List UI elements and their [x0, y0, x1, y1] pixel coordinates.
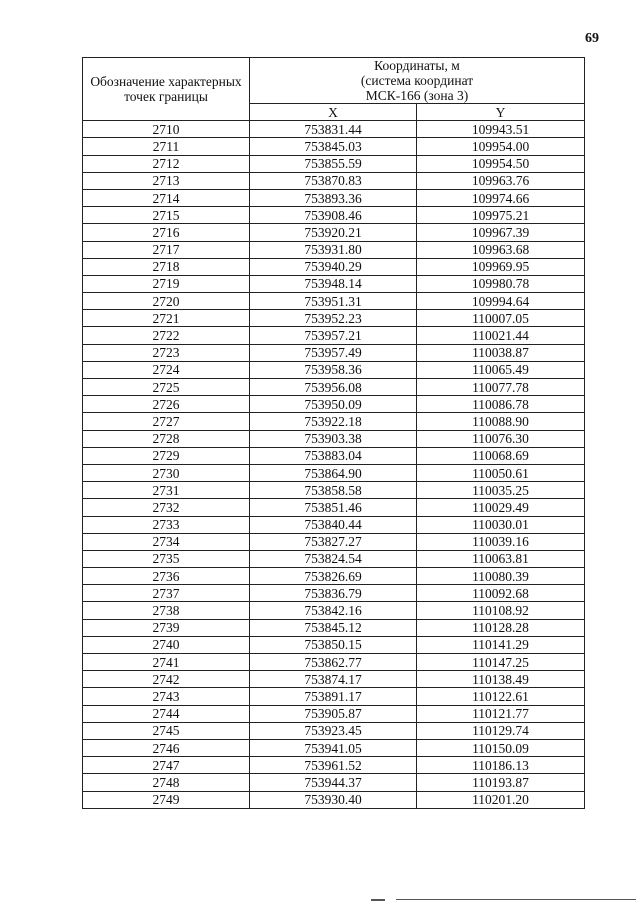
table-row	[83, 705, 585, 722]
y-cell: 110141.29	[417, 636, 585, 653]
point-cell: 2722	[83, 327, 250, 344]
y-cell: 109954.50	[417, 155, 585, 172]
point-cell: 2711	[83, 138, 250, 155]
y-cell: 109963.76	[417, 172, 585, 189]
x-cell: 753831.44	[250, 121, 417, 138]
page-number: 69	[585, 31, 599, 46]
point-cell: 2742	[83, 671, 250, 688]
y-cell: 110129.74	[417, 722, 585, 739]
scan-mark	[371, 899, 385, 901]
point-cell: 2712	[83, 155, 250, 172]
table-row	[83, 636, 585, 653]
x-cell: 753864.90	[250, 464, 417, 481]
x-cell: 753908.46	[250, 207, 417, 224]
point-cell: 2748	[83, 774, 250, 791]
table-row	[83, 654, 585, 671]
point-cell: 2718	[83, 258, 250, 275]
x-cell: 753836.79	[250, 585, 417, 602]
table-row	[83, 464, 585, 481]
x-cell: 753922.18	[250, 413, 417, 430]
x-cell: 753891.17	[250, 688, 417, 705]
y-cell: 110039.16	[417, 533, 585, 550]
table-row	[83, 207, 585, 224]
table-row	[83, 739, 585, 756]
point-cell: 2729	[83, 447, 250, 464]
header-coordinates-line3: МСК-166 (зона 3)	[365, 88, 469, 103]
y-cell: 109975.21	[417, 207, 585, 224]
table-row	[83, 224, 585, 241]
coordinates-table	[82, 57, 585, 809]
point-cell: 2740	[83, 636, 250, 653]
y-cell: 110122.61	[417, 688, 585, 705]
table-row	[83, 516, 585, 533]
table-row	[83, 379, 585, 396]
x-cell: 753845.03	[250, 138, 417, 155]
header-point-designation: Обозначение характерных точек границы	[83, 58, 250, 121]
table-row	[83, 327, 585, 344]
point-cell: 2732	[83, 499, 250, 516]
y-cell: 110063.81	[417, 550, 585, 567]
x-cell: 753845.12	[250, 619, 417, 636]
table-row	[83, 774, 585, 791]
y-cell: 109967.39	[417, 224, 585, 241]
y-cell: 110021.44	[417, 327, 585, 344]
table-row	[83, 619, 585, 636]
x-cell: 753858.58	[250, 482, 417, 499]
point-cell: 2714	[83, 189, 250, 206]
table-row	[83, 396, 585, 413]
table-row	[83, 430, 585, 447]
y-cell: 109954.00	[417, 138, 585, 155]
table-row	[83, 482, 585, 499]
x-cell: 753957.49	[250, 344, 417, 361]
x-cell: 753923.45	[250, 722, 417, 739]
x-cell: 753940.29	[250, 258, 417, 275]
y-cell: 109994.64	[417, 293, 585, 310]
point-cell: 2715	[83, 207, 250, 224]
point-cell: 2735	[83, 550, 250, 567]
y-cell: 109943.51	[417, 121, 585, 138]
point-cell: 2728	[83, 430, 250, 447]
point-cell: 2738	[83, 602, 250, 619]
table-row	[83, 310, 585, 327]
point-cell: 2736	[83, 568, 250, 585]
table-row	[83, 138, 585, 155]
x-cell: 753951.31	[250, 293, 417, 310]
x-cell: 753824.54	[250, 550, 417, 567]
table-row	[83, 722, 585, 739]
y-cell: 109974.66	[417, 189, 585, 206]
y-cell: 110065.49	[417, 361, 585, 378]
x-cell: 753948.14	[250, 275, 417, 292]
y-cell: 110076.30	[417, 430, 585, 447]
point-cell: 2734	[83, 533, 250, 550]
y-cell: 110029.49	[417, 499, 585, 516]
y-cell: 110035.25	[417, 482, 585, 499]
point-cell: 2733	[83, 516, 250, 533]
point-cell: 2743	[83, 688, 250, 705]
point-cell: 2723	[83, 344, 250, 361]
x-cell: 753958.36	[250, 361, 417, 378]
point-cell: 2731	[83, 482, 250, 499]
y-cell: 110108.92	[417, 602, 585, 619]
table-row	[83, 344, 585, 361]
y-cell: 109963.68	[417, 241, 585, 258]
y-cell: 110050.61	[417, 464, 585, 481]
point-cell: 2721	[83, 310, 250, 327]
bottom-rule	[396, 899, 636, 900]
point-cell: 2710	[83, 121, 250, 138]
y-cell: 110147.25	[417, 654, 585, 671]
table-row	[83, 499, 585, 516]
header-coordinates-line2: (система координат	[360, 73, 474, 88]
x-cell: 753842.16	[250, 602, 417, 619]
point-cell: 2745	[83, 722, 250, 739]
x-cell: 753944.37	[250, 774, 417, 791]
x-cell: 753952.23	[250, 310, 417, 327]
table-row	[83, 275, 585, 292]
x-cell: 753961.52	[250, 757, 417, 774]
table-row	[83, 293, 585, 310]
table-row	[83, 361, 585, 378]
y-cell: 110038.87	[417, 344, 585, 361]
x-cell: 753950.09	[250, 396, 417, 413]
table-row	[83, 602, 585, 619]
y-cell: 110138.49	[417, 671, 585, 688]
table-row	[83, 533, 585, 550]
x-cell: 753930.40	[250, 791, 417, 808]
y-cell: 110088.90	[417, 413, 585, 430]
x-cell: 753850.15	[250, 636, 417, 653]
table-row	[83, 172, 585, 189]
y-cell: 110201.20	[417, 791, 585, 808]
x-cell: 753827.27	[250, 533, 417, 550]
x-cell: 753874.17	[250, 671, 417, 688]
point-cell: 2746	[83, 739, 250, 756]
table-body	[83, 121, 585, 809]
x-cell: 753941.05	[250, 739, 417, 756]
y-cell: 110186.13	[417, 757, 585, 774]
x-cell: 753920.21	[250, 224, 417, 241]
y-cell: 110007.05	[417, 310, 585, 327]
point-cell: 2749	[83, 791, 250, 808]
x-cell: 753905.87	[250, 705, 417, 722]
x-cell: 753855.59	[250, 155, 417, 172]
table-row	[83, 447, 585, 464]
header-coordinates-line1: Координаты, м	[374, 58, 460, 73]
header-y: Y	[417, 104, 585, 121]
x-cell: 753956.08	[250, 379, 417, 396]
x-cell: 753862.77	[250, 654, 417, 671]
point-cell: 2727	[83, 413, 250, 430]
point-cell: 2717	[83, 241, 250, 258]
point-cell: 2725	[83, 379, 250, 396]
point-cell: 2716	[83, 224, 250, 241]
point-cell: 2719	[83, 275, 250, 292]
y-cell: 110128.28	[417, 619, 585, 636]
x-cell: 753840.44	[250, 516, 417, 533]
point-cell: 2747	[83, 757, 250, 774]
x-cell: 753957.21	[250, 327, 417, 344]
y-cell: 110086.78	[417, 396, 585, 413]
y-cell: 110121.77	[417, 705, 585, 722]
x-cell: 753870.83	[250, 172, 417, 189]
y-cell: 110092.68	[417, 585, 585, 602]
table-row	[83, 241, 585, 258]
point-cell: 2713	[83, 172, 250, 189]
table-row	[83, 688, 585, 705]
point-cell: 2737	[83, 585, 250, 602]
point-cell: 2724	[83, 361, 250, 378]
header-coordinates	[250, 58, 585, 104]
point-cell: 2726	[83, 396, 250, 413]
x-cell: 753931.80	[250, 241, 417, 258]
table-row	[83, 189, 585, 206]
table-row	[83, 121, 585, 138]
y-cell: 110077.78	[417, 379, 585, 396]
x-cell: 753903.38	[250, 430, 417, 447]
table-row	[83, 155, 585, 172]
table-row	[83, 791, 585, 808]
y-cell: 109980.78	[417, 275, 585, 292]
x-cell: 753826.69	[250, 568, 417, 585]
y-cell: 109969.95	[417, 258, 585, 275]
table-row	[83, 585, 585, 602]
point-cell: 2720	[83, 293, 250, 310]
table-row	[83, 671, 585, 688]
point-cell: 2741	[83, 654, 250, 671]
y-cell: 110150.09	[417, 739, 585, 756]
header-x: X	[250, 104, 417, 121]
table-row	[83, 258, 585, 275]
y-cell: 110068.69	[417, 447, 585, 464]
table-row	[83, 568, 585, 585]
x-cell: 753893.36	[250, 189, 417, 206]
point-cell: 2739	[83, 619, 250, 636]
y-cell: 110193.87	[417, 774, 585, 791]
table-row	[83, 413, 585, 430]
point-cell: 2730	[83, 464, 250, 481]
y-cell: 110030.01	[417, 516, 585, 533]
x-cell: 753851.46	[250, 499, 417, 516]
point-cell: 2744	[83, 705, 250, 722]
y-cell: 110080.39	[417, 568, 585, 585]
table-row	[83, 757, 585, 774]
x-cell: 753883.04	[250, 447, 417, 464]
table-row	[83, 550, 585, 567]
